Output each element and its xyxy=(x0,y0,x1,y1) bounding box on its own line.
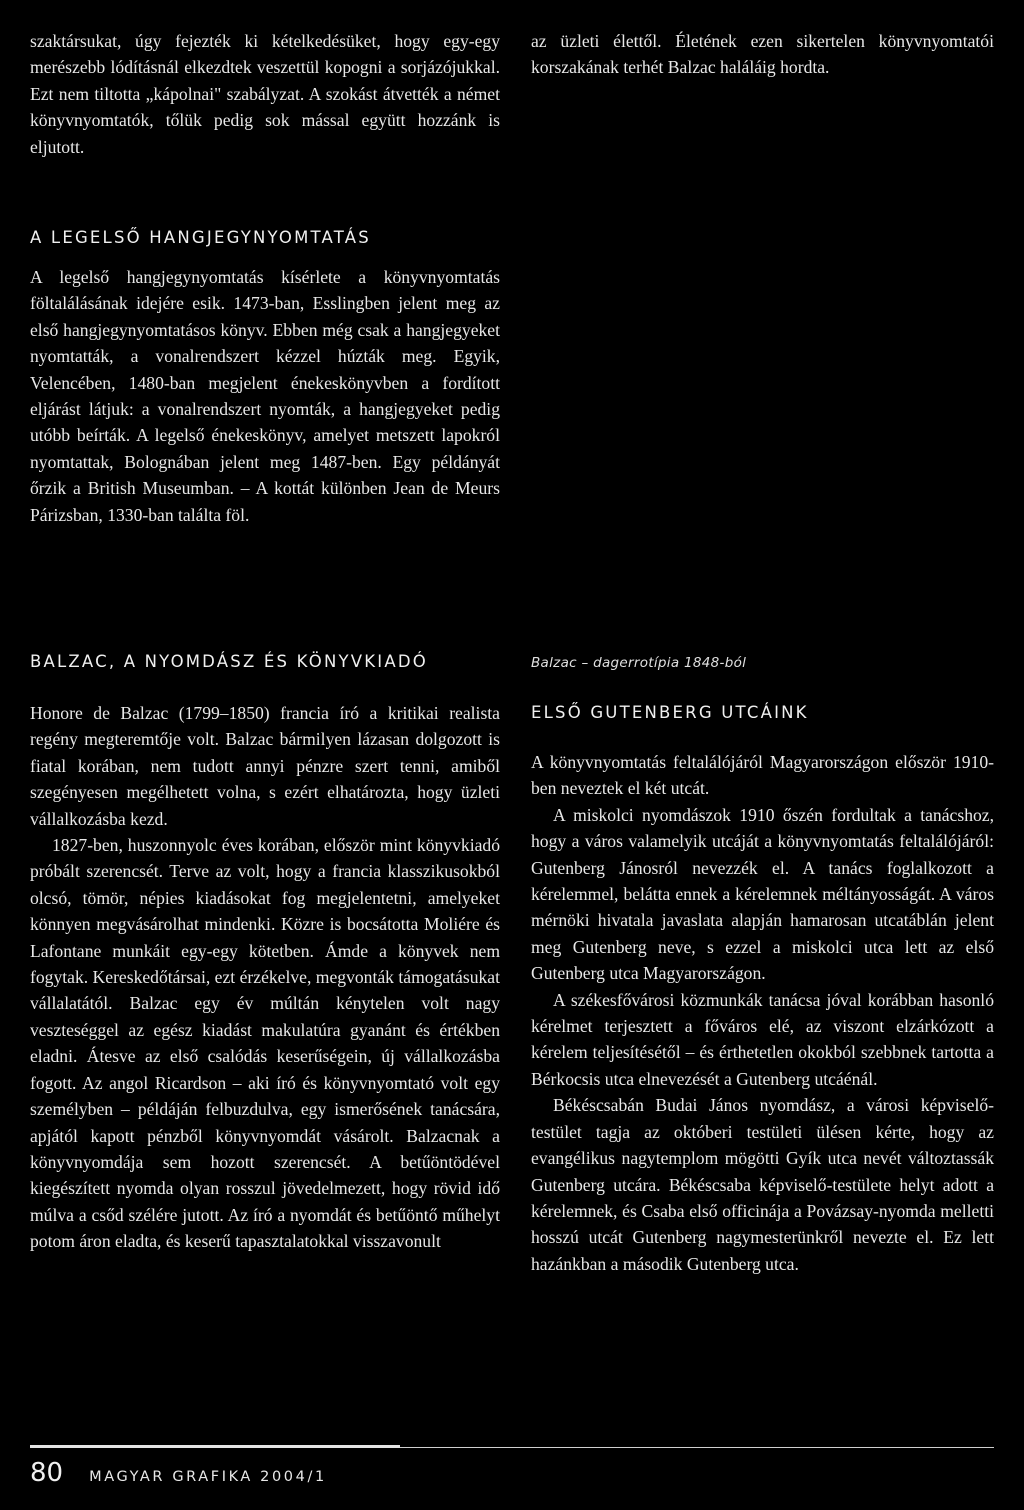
section-body-balzac xyxy=(30,700,500,1255)
section-body-gutenberg xyxy=(531,749,994,1277)
body-paragraph: A székesfővárosi közmunkák tanácsa jóval korábban hasonló kérelmet terjesztett a főváros elé, az viszont elzárkózott a kérelem teljesítésétől – és érthetetlen okokból szebbnek tartotta a Bérkocsis utca elnevezését a Gutenberg utcáénál. xyxy=(531,989,994,1089)
body-paragraph: 1827-ben, huszonnyolc éves korában, először mint könyvkiadó próbált szerencsét. Terve az volt, hogy a francia klasszikusokból olcsó, tömör, népies kiadásokat fog megjelentetni, amelyeket könnyen megvásárolhat mindenki. Közre is bocsátotta Moliére és Lafontane munkáit egy-egy kötetben. Ámde a könyvek nem fogytak. Kereskedőtársai, ezt érzékelve, megvonták támogatásukat vállalatától. Balzac egy év múltán kénytelen volt nagy veszteséggel az egész kiadást makulatúra gyanánt és értékben eladni. Átesve az első csalódás keserűségein, új vállalkozásba fogott. Az angol Ricardson – aki író és könyvnyomtató volt egy személyben – példáján felbuzdulva, egy ismerősének tanácsára, apjától kapott pénzből könyvnyomdát vásárolt. Balzacnak a könyvnyomdája sem hozott szerencsét. A betűöntödével kiegészített nyomda olyan rosszul jövedelmezett, hogy rövid idő múlva a csőd szélére jutott. Az író a nyomdát és betűöntő műhelyt potom áron eladta, és keserű tapasztalatokkal visszavonult xyxy=(30,835,500,1252)
section-heading-gutenberg: ELSŐ GUTENBERG UTCÁINK xyxy=(531,703,809,722)
intro-paragraph: szaktársukat, úgy fejezték ki kételkedésüket, hogy egy-egy merészebb lódításnál elkezdtek veszettül kopogni a sorjázójukkal. Ezt nem tiltotta „kápolnai" szabályzat. A szokást átvették a német könyvnyomtatók, tőlük pedig sok mással együtt hozzánk is eljutott. xyxy=(30,31,500,157)
body-paragraph: A miskolci nyomdászok 1910 őszén fordultak a tanácshoz, hogy a város valamelyik utcáját a könyvnyomtatás feltalálójáról: Gutenberg Jánosról nevezzék el. A tanács foglalkozott a kérelemmel, belátta ennek a kérelemnek méltányosságát. A város mérnöki hivatala javaslata alapján hamarosan utcatáblán jelent meg Gutenberg neve, s ezzel a miskolci utca lett az első Gutenberg utca Magyarországon. xyxy=(531,804,994,984)
journal-title: MAGYAR GRAFIKA 2004/1 xyxy=(89,1469,327,1485)
page-number: 80 xyxy=(30,1458,64,1488)
page-footer xyxy=(30,1458,327,1488)
section-heading-balzac: BALZAC, A NYOMDÁSZ ÉS KÖNYVKIADÓ xyxy=(30,652,428,671)
left-intro-text xyxy=(30,28,500,160)
footer-rule-accent xyxy=(30,1445,400,1448)
right-intro-text xyxy=(531,28,994,81)
body-paragraph: A legelső hangjegynyomtatás kísérlete a könyvnyomtatás föltalálásának idejére esik. 1473-ban, Esslingben jelent meg az első hangjegynyomtatásos könyv. Ebben még csak a hangjegyeket nyomtatták, a vonalrendszert kézzel húzták meg. Egyik, Velencében, 1480-ban megjelent énekeskönyvben a fordított eljárást látjuk: a vonalrendszert nyomták, a hangjegyeket pedig utóbb beírták. A legelső énekeskönyv, amelyet metszett lapokról nyomtattak, Bolognában jelent meg 1487-ben. Egy példányát őrzik a British Museumban. – A kottát különben Jean de Meurs Párizsban, 1330-ban találta föl. xyxy=(30,267,500,525)
body-paragraph: A könyvnyomtatás feltalálójáról Magyarországon először 1910-ben neveztek el két utcát. xyxy=(531,752,994,799)
intro-paragraph: az üzleti élettől. Életének ezen sikertelen könyvnyomtatói korszakának terhét Balzac haláláig hordta. xyxy=(531,31,994,78)
body-paragraph: Honore de Balzac (1799–1850) francia író a kritikai realista regény megteremtője volt. Balzac bármilyen lázasan dolgozott is fiatal korában, nem tudott annyi pénzre szert tenni, amiből szegényesen megélhetett volna, s ezért elhatározta, hogy üzleti vállalkozásba kezd. xyxy=(30,703,500,829)
body-paragraph: Békéscsabán Budai János nyomdász, a városi képviselő-testület tagja az októberi testületi ülésen kérte, hogy az evangélikus nagytemplom mögötti Gyík utca nevét változtassák Gutenberg utcára. Békéscsaba képviselő-testülete helyt adott a kérelemnek, és Csaba első officinája a Povázsay-nyomda melletti hosszú utcát Gutenberg nagymesterünkről nevezte el. Ez lett hazánkban a második Gutenberg utca. xyxy=(531,1095,994,1274)
section-heading-hangjegy: A LEGELSŐ HANGJEGYNYOMTATÁS xyxy=(30,228,371,247)
image-caption: Balzac – dagerrotípia 1848-ból xyxy=(531,655,747,671)
section-body-hangjegy xyxy=(30,264,500,528)
